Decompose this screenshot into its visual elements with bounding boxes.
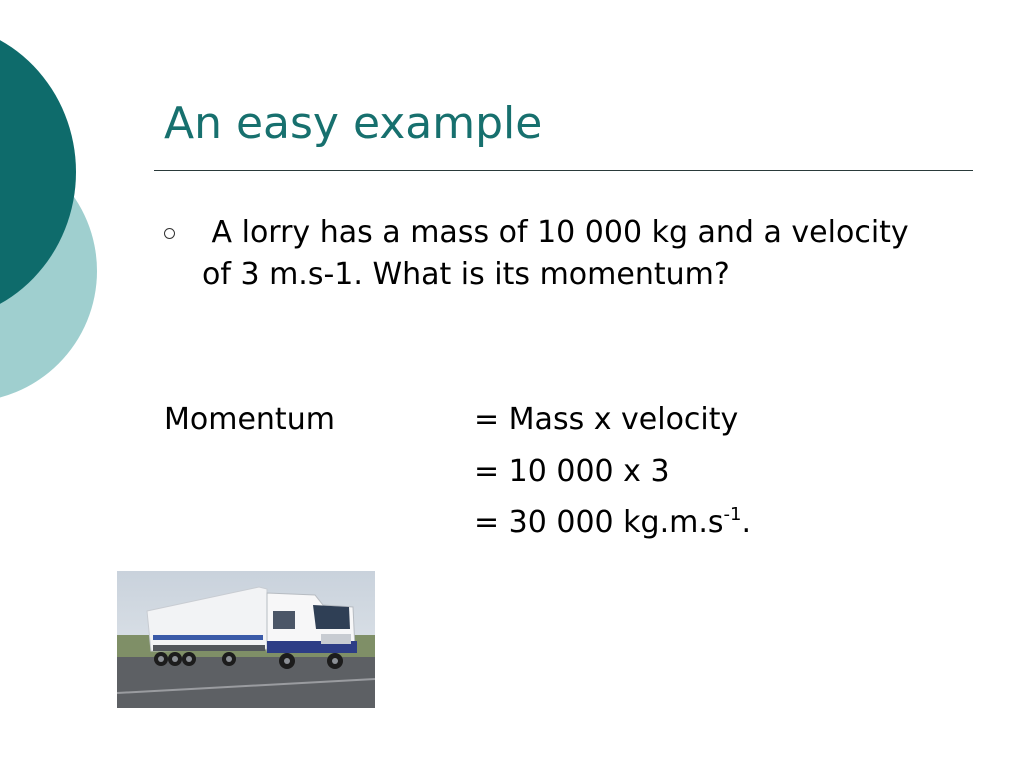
- calculation-label: Momentum: [164, 402, 335, 437]
- bullet-item: [164, 212, 924, 296]
- calculation-row: [164, 398, 924, 442]
- calculation-line: = Mass x velocity: [474, 402, 739, 437]
- calculation-row: [164, 450, 924, 494]
- lorry-photo: [117, 571, 375, 708]
- result-exponent: -1: [723, 504, 742, 525]
- result-period: .: [741, 505, 752, 540]
- result-main: = 30 000 kg.m.s: [474, 505, 724, 540]
- slide-title: An easy example: [164, 98, 543, 149]
- calculation-result: [474, 501, 751, 545]
- bullet-text: A lorry has a mass of 10 000 kg and a velocity of 3 m.s-1. What is its momentum?: [202, 215, 919, 292]
- calculation-line: = 10 000 x 3: [474, 454, 670, 489]
- title-divider: [154, 170, 973, 171]
- calculation-row: [164, 501, 924, 545]
- hollow-circle-bullet-icon: [164, 228, 175, 239]
